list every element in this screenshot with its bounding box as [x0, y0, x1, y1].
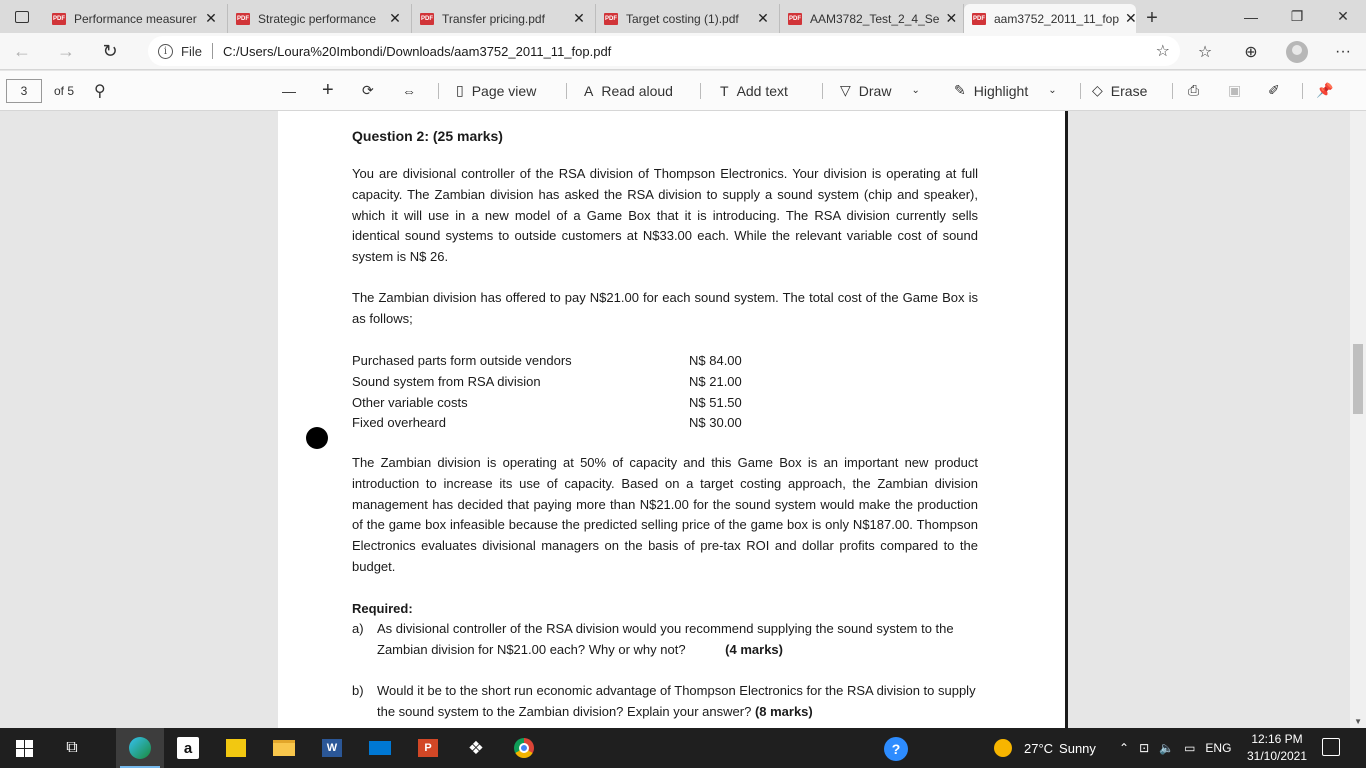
- browser-tab-active[interactable]: [964, 4, 1136, 33]
- erase-button[interactable]: [1092, 71, 1147, 111]
- requirement-letter: b): [352, 683, 364, 698]
- page-number-input[interactable]: 3: [6, 79, 42, 103]
- taskbar-spacer: [96, 728, 116, 768]
- temperature: 27°C: [1024, 740, 1054, 756]
- word-icon: W: [322, 739, 342, 757]
- eraser-icon: ◇: [1092, 82, 1103, 98]
- pdf-icon: PDF: [236, 13, 250, 25]
- store-icon: [226, 739, 246, 757]
- cost-value: N$ 30.00: [689, 415, 742, 430]
- chevron-down-icon[interactable]: ⌄: [1048, 85, 1057, 96]
- mail-icon: [369, 741, 391, 755]
- page-view-label: Page view: [471, 82, 537, 99]
- forward-button[interactable]: →: [57, 40, 75, 61]
- close-icon[interactable]: ✕: [945, 10, 958, 26]
- highlight-label: Highlight: [973, 82, 1029, 99]
- pdf-viewer[interactable]: [0, 111, 1366, 728]
- chevron-down-icon[interactable]: ⌄: [911, 85, 920, 96]
- cost-value: N$ 84.00: [689, 353, 742, 368]
- add-favorite-icon[interactable]: ☆: [1155, 43, 1170, 60]
- back-button[interactable]: ←: [13, 40, 31, 61]
- windows-icon: [16, 740, 33, 757]
- close-icon[interactable]: ✕: [757, 10, 769, 26]
- requirement-b: [352, 680, 979, 722]
- weather-widget[interactable]: [994, 728, 1096, 768]
- browser-tab[interactable]: [228, 4, 412, 33]
- window-controls: [1228, 0, 1366, 33]
- taskbar-word[interactable]: [308, 728, 356, 768]
- toolbar-divider: [822, 83, 823, 99]
- pdf-icon: PDF: [604, 13, 618, 25]
- toolbar-divider: [700, 83, 701, 99]
- add-text-button[interactable]: [720, 71, 788, 111]
- requirement-marks: (4 marks): [725, 642, 783, 657]
- avatar: [1286, 41, 1308, 63]
- pdf-icon: PDF: [420, 13, 434, 25]
- powerpoint-icon: P: [418, 739, 438, 757]
- question-heading: Question 2: (25 marks): [352, 128, 503, 144]
- weather-condition: Sunny: [1059, 740, 1096, 756]
- save-icon[interactable]: ▣: [1228, 82, 1242, 98]
- ink-dot: [306, 427, 328, 449]
- help-icon[interactable]: ?: [884, 737, 908, 761]
- pdf-icon: PDF: [972, 13, 986, 25]
- tab-title: Performance measurer: [74, 11, 197, 26]
- erase-label: Erase: [1110, 82, 1148, 99]
- tab-actions-button[interactable]: [0, 0, 44, 33]
- cost-value: N$ 51.50: [689, 395, 742, 410]
- read-aloud-label: Read aloud: [601, 82, 673, 99]
- folder-icon: [273, 740, 295, 756]
- highlight-icon: ✎: [954, 82, 966, 98]
- info-icon[interactable]: i: [158, 44, 173, 59]
- browser-tab[interactable]: [44, 4, 228, 33]
- paragraph-offer: The Zambian division has offered to pay N$21.00 for each sound system. The total cost of the Game Box is as follows;: [352, 290, 978, 326]
- cost-label: Fixed overheard: [352, 415, 446, 430]
- taskbar-store[interactable]: [212, 728, 260, 768]
- taskbar-explorer[interactable]: [260, 728, 308, 768]
- scrollbar-thumb[interactable]: [1353, 344, 1363, 414]
- new-tab-button[interactable]: +: [1146, 7, 1158, 29]
- tab-actions-icon: [15, 11, 29, 23]
- requirement-letter: a): [352, 621, 364, 636]
- cost-value: N$ 21.00: [689, 374, 742, 389]
- url-text[interactable]: C:/Users/Loura%20Imbondi/Downloads/aam3752_2011_11_fop.pdf: [222, 43, 612, 59]
- required-label: Required:: [352, 601, 413, 616]
- draw-icon: ▽: [840, 82, 851, 98]
- system-tray: [1114, 728, 1236, 768]
- read-aloud-icon: A: [584, 82, 594, 99]
- draw-label: Draw: [858, 82, 892, 99]
- pdf-icon: PDF: [788, 13, 802, 25]
- sun-icon: [994, 739, 1012, 757]
- toolbar-divider: [438, 83, 439, 99]
- minimize-button[interactable]: —: [1244, 8, 1258, 25]
- pin-icon[interactable]: 📌: [1316, 82, 1334, 98]
- save-as-icon[interactable]: ✐: [1268, 82, 1280, 98]
- close-icon[interactable]: ✕: [573, 10, 585, 26]
- taskbar-chrome[interactable]: [500, 728, 548, 768]
- taskbar-amazon[interactable]: [164, 728, 212, 768]
- zoom-out-button[interactable]: —: [282, 82, 296, 99]
- network-icon[interactable]: ⊡: [1139, 741, 1150, 755]
- close-window-button[interactable]: ✕: [1337, 8, 1349, 24]
- rotate-icon[interactable]: ⟳: [362, 82, 374, 98]
- scrollbar[interactable]: [1350, 111, 1366, 728]
- pdf-icon: PDF: [52, 13, 66, 25]
- pdf-toolbar: [0, 71, 1366, 111]
- dropbox-icon: ❖: [467, 737, 485, 758]
- cost-label: Sound system from RSA division: [352, 374, 541, 389]
- cost-label: Other variable costs: [352, 395, 468, 410]
- requirement-text: Would it be to the short run economic advantage of Thompson Electronics for the RSA division to supply the sound system to the Zambian division? Explain your answer?: [377, 683, 976, 719]
- page-view-icon: ▯: [456, 82, 464, 98]
- taskbar: [0, 728, 1366, 768]
- print-icon[interactable]: ⎙: [1188, 82, 1200, 98]
- toolbar-divider: [1080, 83, 1081, 99]
- tab-title: Strategic performance: [258, 11, 377, 26]
- search-icon[interactable]: ⚲: [94, 82, 106, 100]
- close-icon[interactable]: ✕: [205, 10, 217, 26]
- tab-title: Transfer pricing.pdf: [442, 11, 545, 26]
- taskbar-edge[interactable]: [116, 728, 164, 768]
- browser-tab[interactable]: [412, 4, 596, 33]
- more-menu-icon[interactable]: ···: [1335, 42, 1351, 60]
- toolbar-divider: [566, 83, 567, 99]
- tab-title: AAM3782_Test_2_4_Se: [810, 11, 940, 26]
- clock-date: 31/10/2021: [1246, 749, 1308, 763]
- chrome-icon: [514, 738, 534, 758]
- clock[interactable]: [1246, 731, 1308, 765]
- pdf-page: [278, 111, 1068, 728]
- task-view-button[interactable]: [48, 728, 96, 768]
- taskbar-mail[interactable]: [356, 728, 404, 768]
- paragraph-context: The Zambian division is operating at 50% of capacity and this Game Box is an important new product introduction to increase its use of capacity. Based on a target costing approach, the Zambian division management has decided that paying more than N$21.00 for the sound system would make the production of the game box infeasible because the predicted selling price of the game box is only N$187.00. Thompson Electronics evaluates divisional managers on the basis of pre-tax ROI and dollar profits compared to the budget.: [352, 455, 978, 574]
- tab-title: aam3752_2011_11_fop: [994, 11, 1120, 26]
- draw-button[interactable]: [840, 71, 920, 111]
- browser-tab[interactable]: [780, 4, 964, 33]
- profile-button[interactable]: [1274, 33, 1320, 70]
- tab-title: Target costing (1).pdf: [626, 11, 739, 26]
- chevron-up-icon[interactable]: ⌃: [1119, 741, 1130, 755]
- close-icon[interactable]: ✕: [1125, 10, 1137, 26]
- restore-button[interactable]: ❐: [1290, 8, 1304, 24]
- highlight-button[interactable]: [954, 71, 1057, 111]
- amazon-icon: a: [177, 737, 199, 759]
- collections-icon[interactable]: ⊕: [1244, 43, 1258, 61]
- paragraph-intro: You are divisional controller of the RSA division of Thompson Electronics. Your division is operating at full capacity. The Zambian division has asked the RSA division to supply a sound system (chip and speaker), which it will use in a new model of a Game Box that it is introducing. The RSA division currently sells identical sound systems to outside customers at N$33.00 each. While the relevant variable cost of sound system is N$ 26.: [352, 166, 978, 265]
- battery-icon[interactable]: ▭: [1184, 741, 1196, 755]
- taskbar-dropbox[interactable]: [452, 728, 500, 768]
- url-scheme-label: File: [181, 43, 202, 59]
- requirement-a: [352, 618, 979, 660]
- address-bar: [0, 33, 1366, 70]
- toolbar-divider: [1172, 83, 1173, 99]
- taskbar-powerpoint[interactable]: [404, 728, 452, 768]
- page-total: of 5: [54, 83, 75, 98]
- requirement-text: As divisional controller of the RSA division would you recommend supplying the sound system to the Zambian division for N$21.00 each? Why or why not?: [377, 621, 954, 657]
- url-field[interactable]: [148, 36, 1180, 66]
- requirement-marks: (8 marks): [754, 704, 813, 719]
- fit-width-icon[interactable]: ⇔: [402, 82, 416, 99]
- refresh-button[interactable]: ↻: [102, 40, 118, 61]
- language-indicator[interactable]: ENG: [1205, 741, 1232, 755]
- tab-bar: [0, 0, 1366, 33]
- favorites-icon[interactable]: ☆: [1197, 43, 1213, 61]
- read-aloud-button[interactable]: [584, 71, 673, 111]
- add-text-label: Add text: [736, 82, 788, 99]
- edge-icon: [129, 737, 151, 759]
- add-text-icon: T: [720, 82, 729, 99]
- url-divider: [212, 43, 213, 59]
- clock-time: 12:16 PM: [1251, 732, 1303, 746]
- toolbar-divider: [1302, 83, 1303, 99]
- notification-icon[interactable]: [1322, 738, 1340, 756]
- start-button[interactable]: [0, 728, 48, 768]
- page-view-button[interactable]: [456, 71, 536, 111]
- zoom-in-button[interactable]: +: [322, 79, 334, 101]
- volume-icon[interactable]: 🔈: [1159, 741, 1175, 755]
- task-view-icon: ⧉: [66, 739, 78, 756]
- scroll-down-icon[interactable]: ▼: [1354, 717, 1362, 726]
- cost-label: Purchased parts form outside vendors: [352, 353, 572, 368]
- browser-tab[interactable]: [596, 4, 780, 33]
- close-icon[interactable]: ✕: [389, 10, 401, 26]
